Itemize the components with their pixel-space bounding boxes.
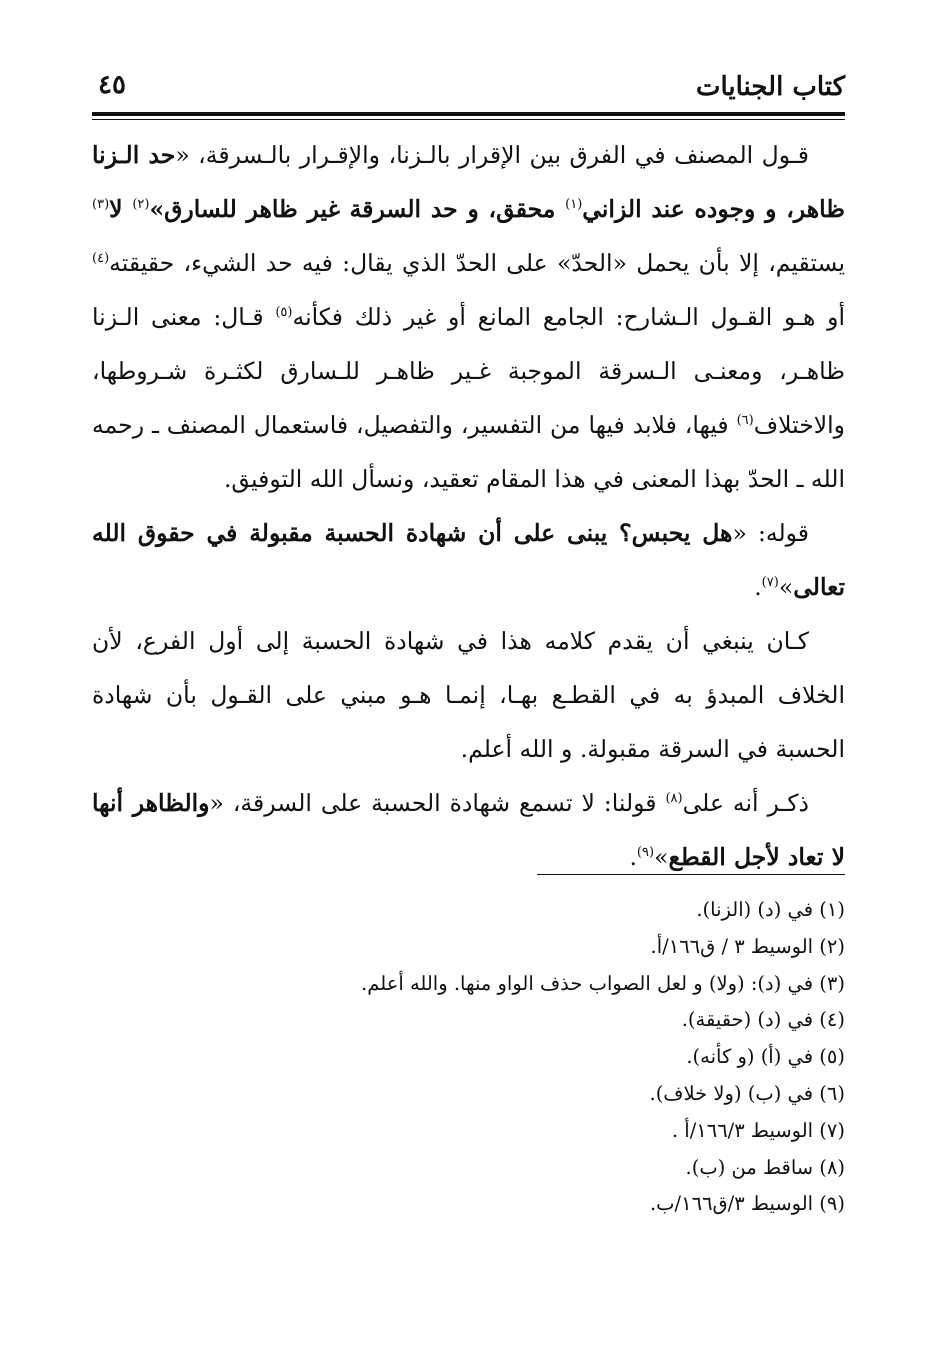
- header-rule-thick: [92, 112, 845, 116]
- footnotes-list: [200, 892, 845, 1223]
- text-run: قـول المصنف في الفرق بين الإقرار بالـزنا، والإقـرار بالـسرقة، «: [175, 141, 809, 169]
- footnote-ref[interactable]: (٩): [636, 845, 655, 861]
- page-number: ٤٥: [98, 70, 126, 100]
- running-header: [92, 68, 845, 108]
- text-run: ذكـر أنه على: [682, 789, 809, 817]
- footnote-item: (٦) في (ب) (ولا خلاف).: [649, 1081, 845, 1105]
- footnote-ref[interactable]: (٤): [92, 251, 110, 267]
- footnote-item: (٧) الوسيط ١٦٦/٣/أ .: [671, 1118, 845, 1142]
- footnote-item: (٨) ساقط من (ب).: [685, 1155, 845, 1179]
- main-text: [92, 128, 845, 884]
- text-run: »: [654, 843, 669, 871]
- footnote-ref[interactable]: (٦): [736, 413, 754, 429]
- footnote-item: (٤) في (د) (حقيقة).: [681, 1008, 845, 1032]
- footnote-ref[interactable]: (٣): [92, 197, 110, 213]
- paragraph-3: [92, 614, 845, 776]
- quoted-text: هل يحبس؟ يبنى على أن شهادة الحسبة مقبولة في حقوق الله تعالى: [92, 519, 845, 601]
- text-run: أو هـو القـول الـشارح: الجامع المانع أو غير ذلك فكأنه: [292, 303, 845, 331]
- footnote-item: (٥) في (أ) (و كأنه).: [686, 1045, 845, 1069]
- header-rule-thin: [92, 119, 845, 120]
- footnote-ref[interactable]: (١): [565, 197, 583, 213]
- quoted-text: محقق، و حد السرقة غير ظاهر للسارق»: [149, 195, 566, 223]
- text-run: لا: [109, 195, 133, 223]
- footnote-ref[interactable]: (٢): [132, 197, 150, 213]
- footnote-item: (٢) الوسيط ٣ / ق١٦٦/أ.: [650, 934, 845, 958]
- footnote-separator: [537, 874, 845, 875]
- quoted-text: والظاهر أنها لا تعاد لأجل القطع: [92, 789, 845, 871]
- footnote-item: (٣) في (د): (ولا) و لعل الصواب حذف الواو منها. والله أعلم.: [361, 971, 845, 995]
- text-run: .: [754, 573, 762, 601]
- footnote-item: (١) في (د) (الزنا).: [696, 898, 845, 921]
- text-run: فيها، فلابد فيها من التفسير، والتفصيل، فاستعمال المصنف ـ رحمه الله ـ الحدّ بهذا المعنى في هذا المقام تعقيد، ونسأل الله التوفيق.: [92, 411, 845, 493]
- footnote-ref[interactable]: (٨): [665, 791, 683, 807]
- text-run: .: [629, 843, 637, 871]
- footnote-item: (٩) الوسيط ٣/ق١٦٦/ب.: [649, 1192, 845, 1216]
- text-run: قوله: «: [732, 519, 809, 547]
- paragraph-2: [92, 506, 845, 614]
- chapter-title: كتاب الجنايات: [695, 72, 845, 102]
- text-run: كـان ينبغي أن يقدم كلامه هذا في شهادة الحسبة إلى أول الفرع، لأن الخلاف المبدؤ به في القطـع بهـا، إنمـا هـو مبني على القـول بأن شهادة الحسبة في السرقة مقبولة. و الله أعلم.: [92, 627, 845, 763]
- footnote-ref[interactable]: (٧): [761, 575, 779, 591]
- text-run: يستقيم، إلا بأن يحمل «الحدّ» على الحدّ الذي يقال: فيه حد الشيء، حقيقته: [109, 249, 845, 277]
- footnote-ref[interactable]: (٥): [275, 305, 293, 321]
- paragraph-4: [92, 776, 845, 884]
- text-run: »: [778, 573, 794, 601]
- text-run: قولنا: لا تسمع شهادة الحسبة على السرقة، «: [209, 789, 666, 817]
- text-run: قـال: معنى الـزنا ظاهـر، ومعنـى الـسرقة الموجبة غـير ظاهـر للـسارق لكثـرة شـروطها، والاختلاف: [92, 303, 845, 439]
- quoted-text: حد الـزنا ظاهر، و وجوده عند الزاني: [92, 141, 846, 223]
- paragraph-1: [92, 128, 845, 506]
